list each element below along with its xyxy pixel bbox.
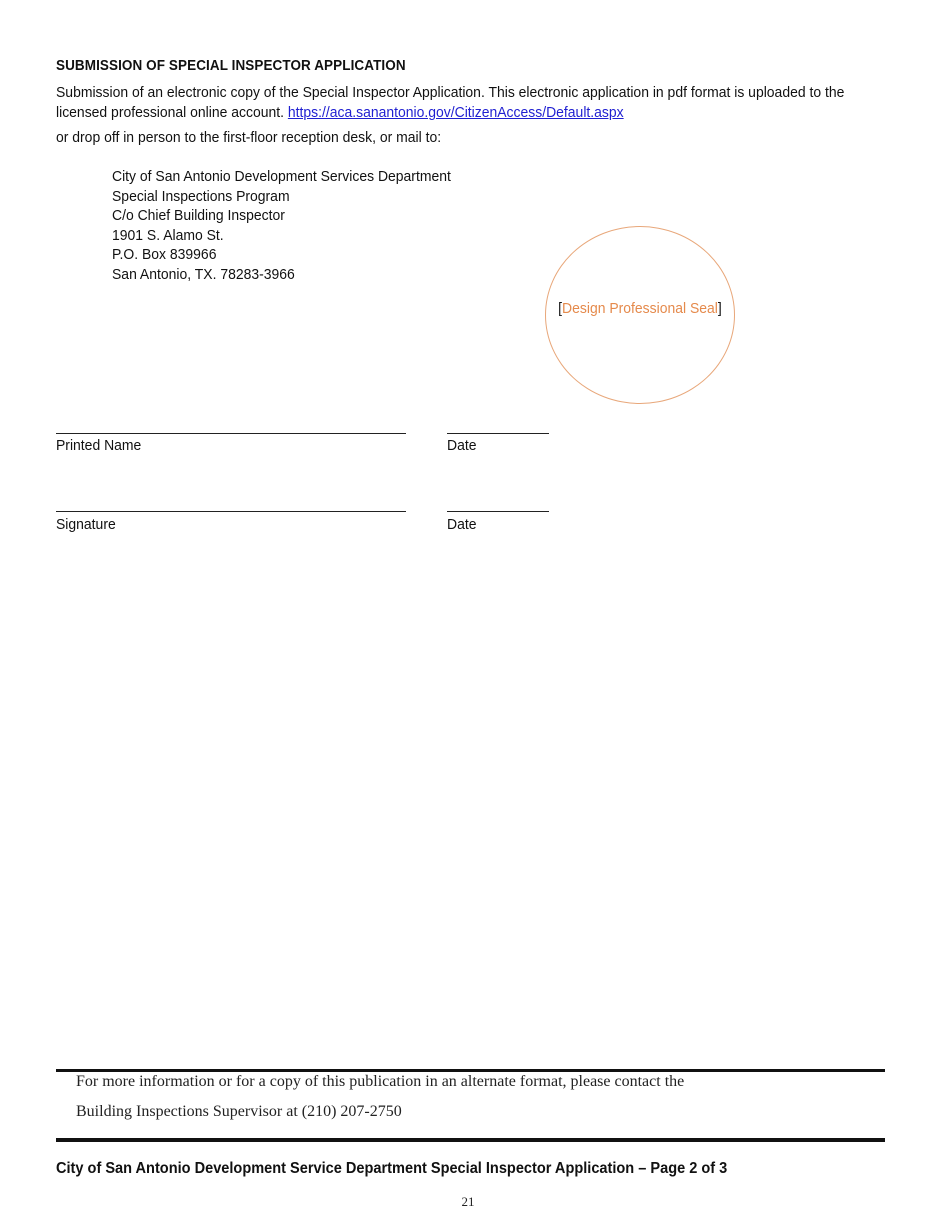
- signature-label: Signature: [56, 516, 116, 533]
- citizen-access-link[interactable]: https://aca.sanantonio.gov/CitizenAccess/Default.aspx: [287, 104, 624, 121]
- footer-contact-line-2: Building Inspections Supervisor at (210) 207-2750: [76, 1103, 402, 1120]
- date-label-2: Date: [447, 516, 477, 533]
- printed-name-line[interactable]: [56, 433, 406, 434]
- mailing-address: [112, 167, 451, 285]
- seal-close-bracket: ]: [717, 300, 722, 317]
- date-label-1: Date: [447, 437, 477, 454]
- footer-bottom-rule: [56, 1138, 885, 1142]
- address-line-5: P.O. Box 839966: [112, 246, 217, 264]
- seal-label: Design Professional Seal: [562, 300, 718, 317]
- footer-contact-line-1: For more information or for a copy of this publication in an alternate format, please contact the: [76, 1073, 685, 1090]
- address-line-1: City of San Antonio Development Services Department: [112, 168, 451, 185]
- intro-text: Submission of an electronic copy of the Special Inspector Application. This electronic application in pdf format is uploaded to the licensed professional online account.: [56, 84, 845, 121]
- intro-paragraph: [56, 83, 874, 123]
- address-line-2: Special Inspections Program: [112, 187, 290, 205]
- printed-name-label: Printed Name: [56, 437, 142, 454]
- address-line-6: San Antonio, TX. 78283-3966: [112, 265, 295, 283]
- page-number: 21: [461, 1194, 475, 1209]
- date-line-2[interactable]: [447, 511, 549, 512]
- address-line-3: C/o Chief Building Inspector: [112, 207, 285, 225]
- section-heading: SUBMISSION OF SPECIAL INSPECTOR APPLICATION: [56, 58, 406, 74]
- footer-top-rule: [56, 1069, 885, 1072]
- address-line-4: 1901 S. Alamo St.: [112, 226, 224, 244]
- seal-open-bracket: [: [558, 300, 563, 317]
- date-line-1[interactable]: [447, 433, 549, 434]
- signature-line[interactable]: [56, 511, 406, 512]
- intro-continuation: or drop off in person to the first-floor reception desk, or mail to:: [56, 129, 442, 146]
- seal-placeholder-label: [545, 300, 735, 317]
- footer-document-title: City of San Antonio Development Service Department Special Inspector Application – Page 2 of 3: [56, 1160, 728, 1177]
